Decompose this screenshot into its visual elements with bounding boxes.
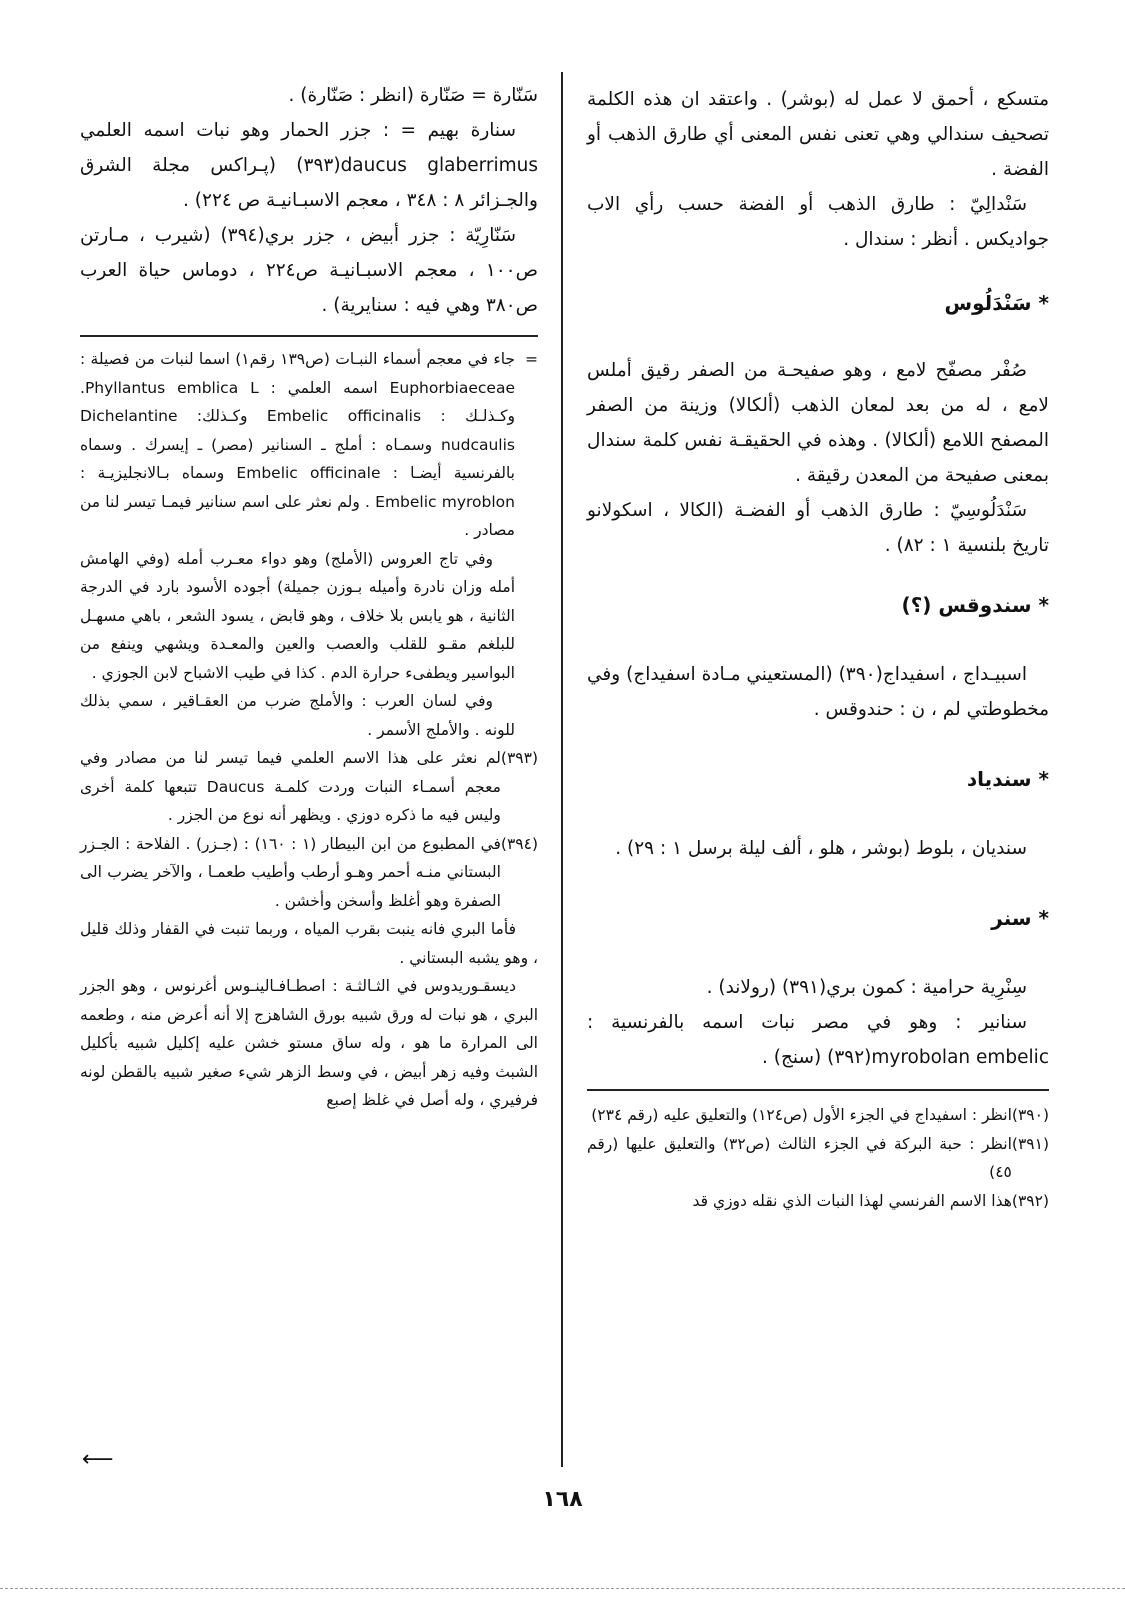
footnote-continued	[80, 345, 538, 744]
entry-sannara-bahim-text: سنارة بهيم = : جزر الحمار وهو نبات اسمه العلمي	[80, 120, 516, 141]
continuation-arrow-icon: ⟵	[82, 1447, 114, 1472]
heading-sandukus: * سندوقس (؟)	[901, 593, 1049, 617]
left-column	[80, 78, 538, 1115]
footnote-lisan-alarab: وفي لسان العرب : والأملج ضرب من العقـاقير ، سمي بذلك للونه . والأملج الأسمر .	[80, 692, 515, 739]
right-column	[587, 82, 1049, 1215]
footnote-number: (٣٩٣)	[500, 749, 538, 767]
footnote-number: (٣٩٠)	[1011, 1106, 1049, 1124]
footnote-text: انظر : اسفيداج في الجزء الأول (ص١٢٤) والتعليق عليه (رقم ٢٣٤)	[591, 1106, 1012, 1124]
heading-sandalus: * سَنْدَلُوس	[944, 291, 1049, 315]
footnote-text: هذا الاسم الفرنسي لهذا النبات الذي نقله دوزي قد	[692, 1191, 1012, 1210]
footnote-text: في المطبوع من ابن البيطار (١ : ١٦٠) : (جـزر) . الفلاحة : الجـزر البستاني منـه أحمر وهـو أرطب وأطيب طعمـا ، والآخر يضرب الى الصفرة وهو أغلظ وأسخن وأخشن .	[80, 834, 501, 910]
entry-sananir-after: (٣٩٢) (سنج) .	[762, 1047, 872, 1068]
footnote-mark: =	[525, 350, 538, 368]
heading-sanar: * سنر	[991, 906, 1049, 930]
footnote-text: انظر : حبة البركة في الجزء الثالث (ص٣٢) والتعليق عليها (رقم ٤٥)	[587, 1134, 1012, 1181]
footnote-394	[80, 830, 538, 916]
footnote-394-dioscorides: ديسقـوريدوس في الثـالثـة : اصطـافـالينـوس أغرنوس ، وهو الجزر البري ، هو نبات له ورق شبيه بورق الشاهزج إلا أنه أعرض منه ، وطعمه الى المرارة ما هو ، وله ساق مستو خشن عليه إكليل شبيه بأكليل الشبث وفيه زهر أبيض ، في وسط الزهر شيء صغير شبيه بالقطن لونه فرفيري ، وله أصل في غلظ إصبع	[80, 977, 538, 1109]
entry-sandukus: اسبيـداج ، اسفيداج(٣٩٠) (المستعيني مـادة اسفيداج) وفي مخطوطتي لم ، ن : حندوقس .	[587, 664, 1049, 720]
latin-name-daucus: daucus glaberrimus	[340, 155, 539, 176]
footnote-continued-text: جاء في معجم أسماء النبـات (ص١٣٩ رقم١) اسما لنبات من فصيلة : Euphorbiaeceae اسمه العلمي : Phyllantus emblica L. وكـذلـك : Embelic officinalis وكـذلك: Dichelantine nudcaulis وسمـاه : أملج ـ السنانير (مصر) ـ إيسرك . وسماه بالفرنسية أيضـا : Embelic officinale وسماه بـالانجليزيـة : Embelic myroblon . ولم نعثر على اسم سنانير فيمـا تيسر لنا من مصادر .	[80, 350, 515, 539]
entry-sandali: سَنْدالِيّ : طارق الذهب أو الفضة حسب رأي الاب جواديكس . أنظر : سندال .	[587, 194, 1049, 250]
footnote-391	[587, 1130, 1049, 1187]
entry-sandalus: صُفْر مصفّح لامع ، وهو صفيحـة من الصفر رقيق أملس لامع ، له من بعد لمعان الذهب (ألكالا) وزينة من الصفر المصفح اللامع (ألكالا) . وهذه في الحقيقـة نفس كلمة سندال بمعنى صفيحة من المعدن رقيقة .	[587, 360, 1049, 486]
entry-sannariya: سَنّارِيّة : جزر أبيض ، جزر بري(٣٩٤) (شيرب ، مـارتن ص١٠٠ ، معجم الاسبـانيـة ص٢٢٤ ، دوماس حياة العرب ص٣٨٠ وهي فيه : سنايرية) .	[80, 225, 538, 316]
entry-sannara-bahim	[80, 113, 538, 218]
entry-sandali-continued: متسكع ، أحمق لا عمل له (بوشر) . واعتقد ان هذه الكلمة تصحيف سندالي وهي تعنى نفس المعنى أي طارق الذهب أو الفضة .	[587, 89, 1049, 180]
footnote-continued-body	[80, 345, 515, 744]
page-number: ١٦٨	[542, 1487, 583, 1512]
entry-sandiyan: سنديان ، بلوط (بوشر ، هلو ، ألف ليلة برسل ١ : ٢٩) .	[615, 838, 1027, 859]
page-bottom-edge	[0, 1588, 1125, 1589]
footnote-394-wild: فأما البري فانه ينبت بقرب المياه ، وربما تنبت في القفار وذلك قليل ، وهو يشبه البستاني .	[80, 920, 538, 967]
entry-sannara: سَنّارة = صَنّارة (انظر : صَنّارة) .	[288, 85, 538, 106]
footnote-number: (٣٩٤)	[500, 834, 538, 853]
footnote-number: (٣٩١)	[1011, 1134, 1049, 1153]
footnote-text: لم نعثر على هذا الاسم العلمي فيما تيسر لنا من مصادر وفي معجم أسمـاء النبات وردت كلمـة Daucus تتبعها كلمة أخرى وليس فيه ما ذكره دوزي . ويظهر أنه نوع من الجزر .	[80, 749, 501, 824]
entry-sannara-bahim-after: (٣٩٣) (پـراكس مجلة الشرق والجـزائر ٨ : ٣٤٨ ، معجم الاسبـانيـة ص ٢٢٤) .	[80, 155, 538, 211]
column-divider	[561, 72, 563, 1467]
latin-name-myrobolan: myrobolan embelic	[871, 1047, 1049, 1068]
entry-sandalusi: سَنْدَلُوسِيّ : طارق الذهب أو الفضـة (الكالا ، اسكولانو تاريخ بلنسية ١ : ٨٢) .	[587, 500, 1049, 556]
footnote-393	[80, 744, 538, 830]
entry-sinriya: سِنْرِية حرامية : كمون بري(٣٩١) (رولاند) .	[706, 977, 1027, 998]
footnote-taj-alarus: وفي تاج العروس (الأملج) وهو دواء معـرب أمله (وفي الهامش أمله وزان نادرة وأميله بـوزن جميلة) أجوده الأسود بارد في الدرجة الثانية ، هو يابس بلا خلاف ، وهو قابض ، يسود الشعر ، باهي مسهـل للبلغم مقـو للقلب والعصب والعين والمعـدة ويشهي وينفع من البواسير ويطفىء حرارة الدم . كذا في طيب الاشباح لابن الجوزي .	[80, 549, 515, 682]
footnote-number: (٣٩٢)	[1011, 1191, 1049, 1210]
footnote-392	[587, 1187, 1049, 1216]
heading-sandiyad: * سندياد	[966, 767, 1049, 791]
entry-sananir	[587, 1005, 1049, 1075]
entry-sananir-text: سنانير : وهو في مصر نبات اسمه بالفرنسية :	[587, 1012, 1027, 1033]
footnote-390	[587, 1101, 1049, 1130]
